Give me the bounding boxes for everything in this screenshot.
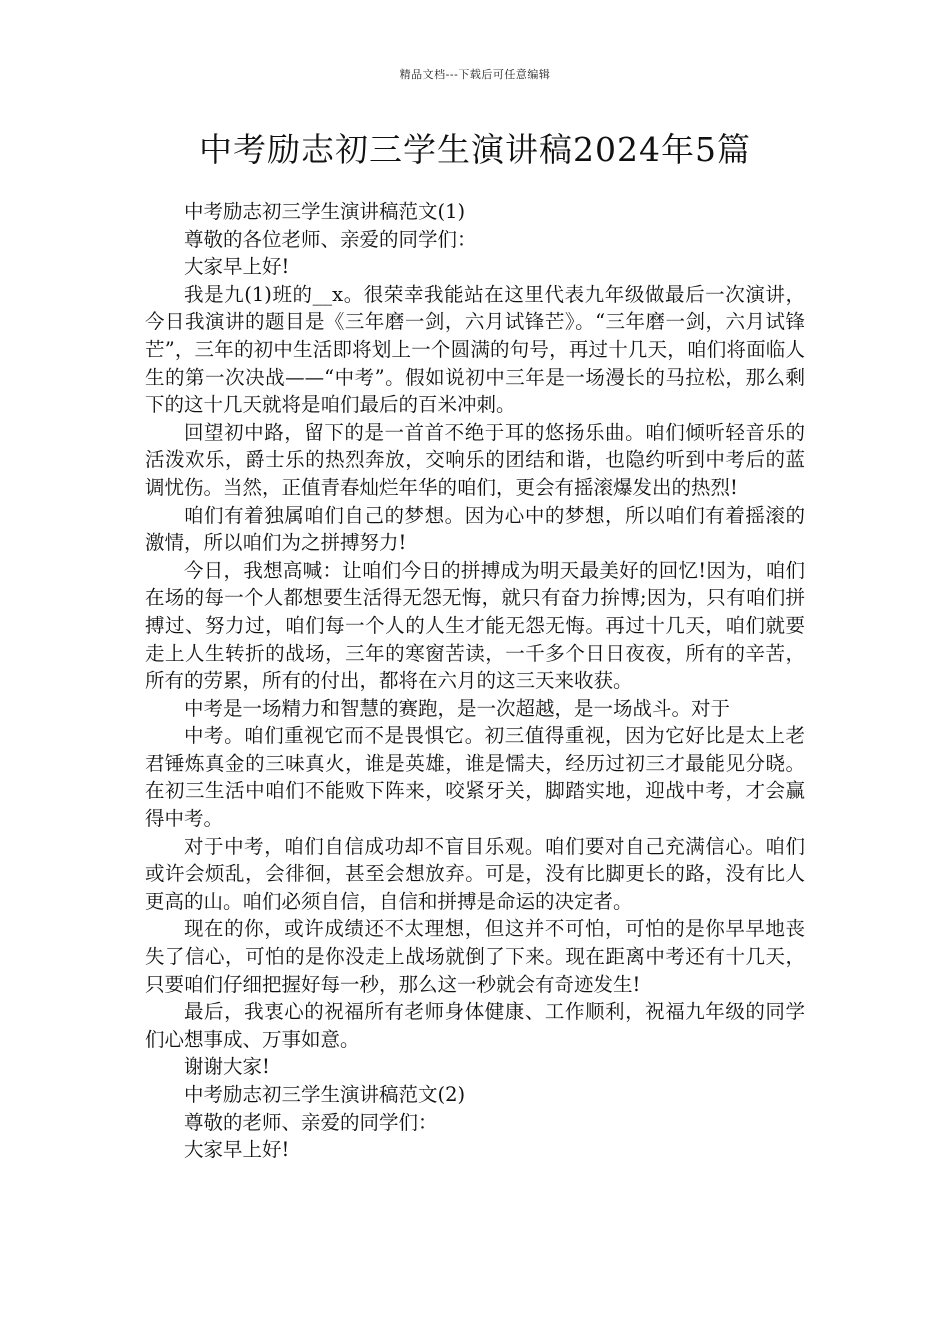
paragraph-greeting-2: 大家早上好! — [184, 1138, 290, 1162]
paragraph: 回望初中路，留下的是一首首不绝于耳的悠扬乐曲。咱们倾听轻音乐的活泼欢乐，爵士乐的热烈奔放，交响乐的团结和谐，也隐约听到中考后的蓝调忧伤。当然，正值青春灿烂年华的咱们，更会有摇滚爆发出的热烈! — [145, 420, 805, 499]
paragraph: 咱们有着独属咱们自己的梦想。因为心中的梦想，所以咱们有着摇滚的激情，所以咱们为之拼搏努力! — [145, 503, 805, 555]
paragraph-salutation-2: 尊敬的老师、亲爱的同学们： — [184, 1110, 438, 1134]
document-title: 中考励志初三学生演讲稿2024年5篇 — [199, 130, 751, 169]
paragraph-salutation-1: 尊敬的各位老师、亲爱的同学们： — [184, 227, 477, 251]
paragraph-greeting-1: 大家早上好! — [184, 255, 290, 279]
paragraph-section-heading-1: 中考励志初三学生演讲稿范文(1) — [184, 200, 466, 223]
paragraph: 中考是一场精力和智慧的赛跑，是一次超越，是一场战斗。对于 — [184, 696, 731, 720]
page-header-note: 精品文档---下载后可任意编辑 — [399, 68, 551, 81]
document-body — [145, 198, 805, 1164]
paragraph: 现在的你，或许成绩还不太理想，但这并不可怕，可怕的是你早早地丧失了信心，可怕的是你没走上战场就倒了下来。现在距离中考还有十几天，只要咱们仔细把握好每一秒，那么这一秒就会有奇迹发生! — [145, 917, 805, 996]
paragraph: 对于中考，咱们自信成功却不盲目乐观。咱们要对自己充满信心。咱们或许会烦乱，会徘徊，甚至会想放弃。可是，没有比脚更长的路，没有比人更高的山。咱们必须自信，自信和拼搏是命运的决定者。 — [145, 834, 805, 913]
paragraph: 中考。咱们重视它而不是畏惧它。初三值得重视，因为它好比是太上老君锤炼真金的三味真火，谁是英雄，谁是懦夫，经历过初三才最能见分晓。在初三生活中咱们不能败下阵来，咬紧牙关，脚踏实地，迎战中考，才会赢得中考。 — [145, 724, 805, 831]
paragraph-section-heading-2: 中考励志初三学生演讲稿范文(2) — [184, 1083, 466, 1106]
paragraph: 最后，我衷心的祝福所有老师身体健康、工作顺利，祝福九年级的同学们心想事成、万事如意。 — [145, 1000, 805, 1051]
paragraph: 我是九(1)班的__x。很荣幸我能站在这里代表九年级做最后一次演讲，今日我演讲的题目是《三年磨一剑，六月试锋芒》。“三年磨一剑，六月试锋芒”，三年的初中生活即将划上一个圆满的句号，再过十几天，咱们将面临人生的第一次决战——“中考”。假如说初中三年是一场漫长的马拉松，那么剩下的这十几天就将是咱们最后的百米冲刺。 — [145, 282, 805, 417]
paragraph: 今日，我想高喊：让咱们今日的拼搏成为明天最美好的回忆!因为，咱们在场的每一个人都想要生活得无怨无悔，就只有奋力拚博;因为，只有咱们拼搏过、努力过，咱们每一个人的人生才能无怨无悔。再过十几天，咱们就要走上人生转折的战场，三年的寒窗苦读，一千多个日日夜夜，所有的辛苦，所有的劳累，所有的付出，都将在六月的这三天来收获。 — [145, 558, 805, 693]
paragraph-thanks: 谢谢大家! — [184, 1055, 270, 1079]
